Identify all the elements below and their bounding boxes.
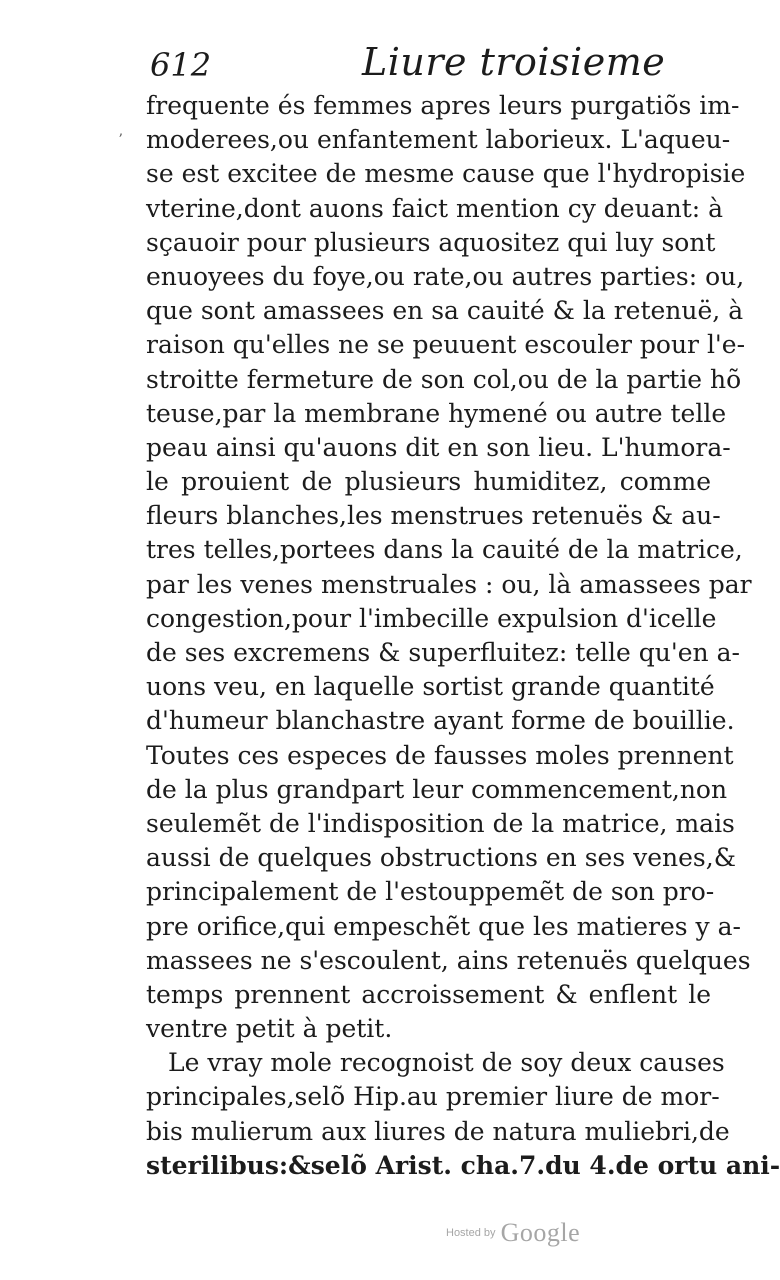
text-line: de la plus grandpart leur commencement,non bbox=[146, 774, 728, 804]
text-line: vterine,dont auons faict mention cy deuant: à bbox=[146, 193, 724, 223]
text-line: frequente és femmes apres leurs purgatiõs im- bbox=[146, 91, 740, 120]
page-number: 612 bbox=[150, 46, 212, 84]
running-head: Liure troisieme bbox=[362, 40, 666, 84]
text-line: peau ainsi qu'auons dit en son lieu. L'humora- bbox=[146, 432, 731, 462]
text-line: sterilibus:&selõ Arist. cha.7.du 4.de ortu ani- bbox=[146, 1150, 780, 1180]
hosted-by-watermark bbox=[446, 1218, 580, 1248]
margin-speck: ʼ bbox=[118, 132, 123, 148]
text-line: le prouient de plusieurs humiditez, comme bbox=[146, 467, 711, 497]
text-line: massees ne s'escoulent, ains retenuës quelques bbox=[146, 945, 751, 975]
text-line: uons veu, en laquelle sortist grande quantité bbox=[146, 672, 715, 702]
text-line: tres telles,portees dans la cauité de la matrice, bbox=[146, 535, 743, 565]
text-line: principalement de l'estouppemẽt de son pro- bbox=[146, 877, 715, 907]
watermark-brand: Google bbox=[500, 1218, 581, 1247]
text-line: ventre petit à petit. bbox=[146, 1014, 393, 1044]
text-line: seulemẽt de l'indisposition de la matrice, mais bbox=[146, 808, 735, 838]
text-line: aussi de quelques obstructions en ses venes,& bbox=[146, 843, 736, 873]
text-line: Toutes ces especes de fausses moles prennent bbox=[146, 740, 734, 770]
text-line: raison qu'elles ne se peuuent escouler pour l'e- bbox=[146, 330, 746, 360]
text-line: teuse,par la membrane hymené ou autre telle bbox=[146, 398, 727, 428]
text-line: que sont amassees en sa cauité & la retenuë, à bbox=[146, 296, 744, 326]
text-line: se est excitee de mesme cause que l'hydropisie bbox=[146, 159, 746, 189]
text-line: par les venes menstruales : ou, là amassees par bbox=[146, 569, 752, 599]
text-line: fleurs blanches,les menstrues retenuës & au- bbox=[146, 501, 721, 531]
text-line: moderees,ou enfantement laborieux. L'aqueu- bbox=[146, 125, 731, 155]
body-text bbox=[146, 89, 780, 1183]
text-line: principales,selõ Hip.au premier liure de mor- bbox=[146, 1082, 720, 1112]
text-line: de ses excremens & superfluitez: telle qu'en a- bbox=[146, 638, 740, 667]
page-header bbox=[150, 40, 720, 90]
text-line: temps prennent accroissement & enflent le bbox=[146, 979, 711, 1009]
text-line: congestion,pour l'imbecille expulsion d'icelle bbox=[146, 603, 717, 633]
text-line: sçauoir pour plusieurs aquositez qui luy sont bbox=[146, 227, 716, 257]
text-line: Le vray mole recognoist de soy deux causes bbox=[168, 1048, 725, 1078]
text-line: bis mulierum aux liures de natura muliebri,de bbox=[146, 1116, 730, 1146]
watermark-prefix: Hosted by bbox=[446, 1227, 496, 1239]
text-line: stroitte fermeture de son col,ou de la partie hõ bbox=[146, 364, 742, 394]
text-line: pre orifice,qui empeschẽt que les matieres y a- bbox=[146, 911, 741, 941]
text-line: enuoyees du foye,ou rate,ou autres parties: ou, bbox=[146, 261, 745, 291]
text-line: d'humeur blanchastre ayant forme de bouillie. bbox=[146, 706, 735, 736]
